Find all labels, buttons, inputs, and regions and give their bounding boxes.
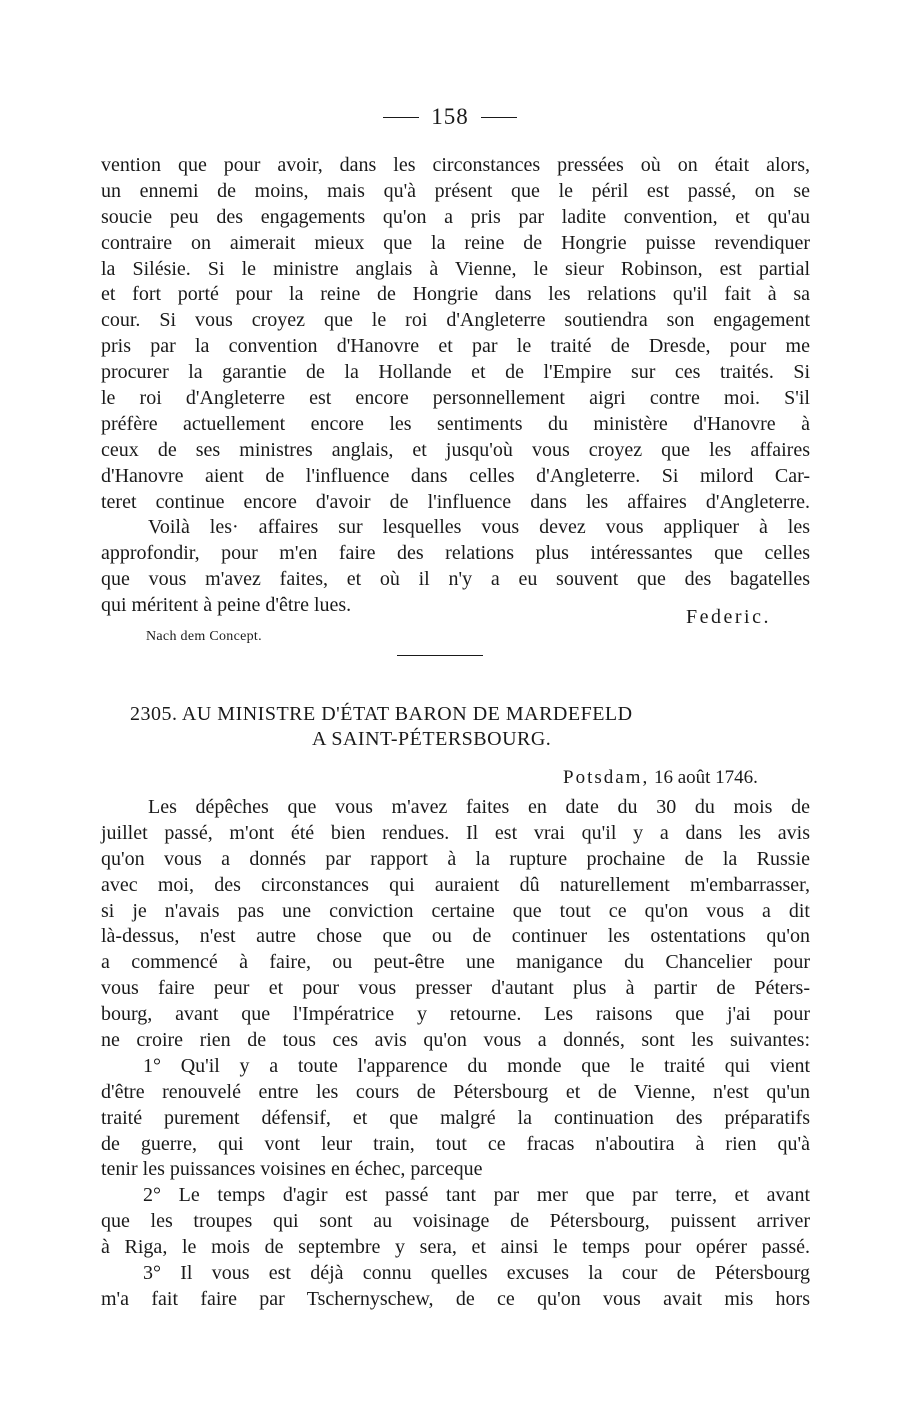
letter-heading-line2: A SAINT-PÉTERSBOURG. [312,728,552,750]
text-line: teret continue encore d'avoir de l'influence dans les affaires d'Angleterre. [101,490,810,513]
text-line: traité purement défensif, et que malgré la continuation des préparatifs [101,1106,810,1129]
text-line: 2° Le temps d'agir est passé tant par mer que par terre, et avant [143,1184,810,1207]
page-number-dash-left [383,117,419,118]
text-line: ceux de ses ministres anglais, et jusqu'où vous croyez que les affaires [101,438,810,461]
text-line: la Silésie. Si le ministre anglais à Vienne, le sieur Robinson, est partial [101,257,810,280]
letter-heading-line1: 2305. AU MINISTRE D'ÉTAT BARON DE MARDEFELD [130,703,633,725]
dateline-place: Potsdam, [563,767,650,788]
text-line: que les troupes qui sont au voisinage de Pétersbourg, puissent arriver [101,1210,810,1233]
text-line: le roi d'Angleterre est encore personnellement aigri contre moi. S'il [101,387,810,410]
text-line: Voilà les· affaires sur lesquelles vous devez vous appliquer à les [148,516,810,539]
text-line: cour. Si vous croyez que le roi d'Angleterre soutiendra son engagement [101,309,810,332]
letter-body [101,795,810,1313]
text-line: préfère actuellement encore les sentiments du ministère d'Hanovre à [101,412,810,435]
dateline-date: 16 août 1746. [649,767,758,788]
text-line: qui méritent à peine d'être lues. [101,594,352,617]
text-line: soucie peu des engagements qu'on a pris par ladite convention, et qu'au [101,205,810,228]
text-line: que vous m'avez faites, et où il n'y a eu souvent que des bagatelles [101,568,810,591]
text-line: vention que pour avoir, dans les circonstances pressées où on était alors, [101,154,810,176]
text-line: pris par la convention d'Hanovre et par le traité de Dresde, pour me [101,335,810,358]
text-line: si je n'avais pas une conviction certaine que tout ce qu'on vous a dit [101,899,810,922]
text-line: là-dessus, n'est autre chose que ou de continuer les ostentations qu'on [101,925,810,948]
text-line: à Riga, le mois de septembre y sera, et ainsi le temps pour opérer passé. [101,1236,810,1259]
text-line: juillet passé, m'ont été bien rendues. Il est vrai qu'il y a dans les avis [101,821,810,844]
text-line: procurer la garantie de la Hollande et de l'Empire sur ces traités. Si [101,361,810,384]
text-line: 1° Qu'il y a toute l'apparence du monde que le traité qui vient [143,1054,810,1077]
page-number [0,104,900,130]
section-separator [397,655,483,656]
text-line: de guerre, qui vont leur train, tout ce fracas n'aboutira à rien qu'à [101,1132,810,1155]
page-number-dash-right [481,117,517,118]
source-note: Nach dem Concept. [146,629,262,644]
text-line: d'être renouvelé entre les cours de Pétersbourg et de Vienne, n'est qu'un [101,1080,810,1103]
page-number-value: 158 [431,104,469,129]
text-line: d'Hanovre aient de l'influence dans celles d'Angleterre. Si milord Car- [101,464,810,487]
text-line: 3° Il vous est déjà connu quelles excuses la cour de Pétersbourg [143,1262,810,1285]
letter-end-paragraph [101,153,810,619]
text-line: avec moi, des circonstances qui auraient dû naturellement m'embarrasser, [101,873,810,896]
text-line: contraire on aimerait mieux que la reine de Hongrie puisse revendiquer [101,231,810,254]
dateline [563,767,758,789]
text-line: Les dépêches que vous m'avez faites en date du 30 du mois de [148,796,810,818]
text-line: ne croire rien de tous ces avis qu'on vous a donnés, sont les suivantes: [101,1029,810,1052]
text-line: vous faire peur et pour vous presser d'autant plus à partir de Péters- [101,977,810,1000]
text-line: un ennemi de moins, mais qu'à présent que le péril est passé, on se [101,179,810,202]
text-line: tenir les puissances voisines en échec, parceque [101,1158,483,1181]
signature: Federic. [686,606,771,628]
text-line: a commencé à faire, ou peut-être une manigance du Chancelier pour [101,951,810,974]
text-line: et fort porté pour la reine de Hongrie dans les relations qu'il fait à sa [101,283,810,306]
text-line: approfondir, pour m'en faire des relations plus intéressantes que celles [101,542,810,565]
text-line: m'a fait faire par Tschernyschew, de ce qu'on vous avait mis hors [101,1287,810,1310]
text-line: qu'on vous a donnés par rapport à la rupture prochaine de la Russie [101,847,810,870]
text-line: bourg, avant que l'Impératrice y retourne. Les raisons que j'ai pour [101,1003,810,1026]
